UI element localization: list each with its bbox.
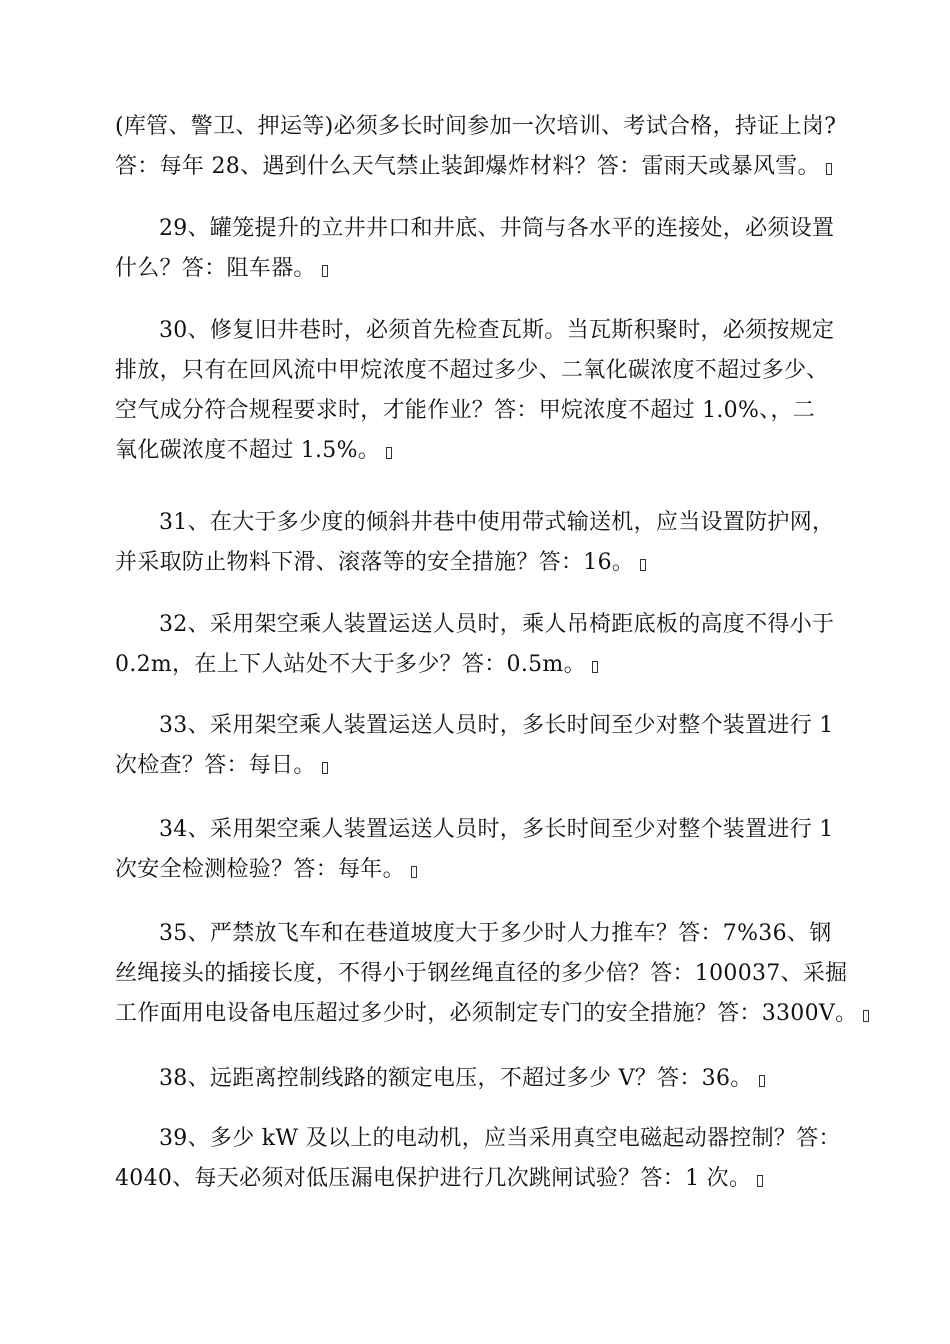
text-line: 29、罐笼提升的立井井口和井底、井筒与各水平的连接处，必须设置 (159, 216, 835, 241)
text-line: 32、采用架空乘人装置运送人员时，乘人吊椅距底板的高度不得小于 (159, 612, 835, 637)
text-line: 答：每年 28、遇到什么天气禁止装卸爆炸材料？答：雷雨天或暴风雪。 (115, 147, 835, 187)
paragraph-q29 (115, 209, 835, 289)
paragraph-q31 (115, 503, 835, 583)
paragraph-q35 (115, 914, 858, 1034)
paragraph-q33 (115, 706, 835, 786)
text-line: 并采取防止物料下滑、滚落等的安全措施？答：16。 (115, 543, 835, 583)
text-line: 次检查？答：每日。 (115, 746, 835, 786)
paragraph-mark-icon (759, 1075, 765, 1087)
text-line: 31、在大于多少度的倾斜井巷中使用带式输送机，应当设置防护网， (159, 510, 835, 535)
text-line: 丝绳接头的插接长度，不得小于钢丝绳直径的多少倍？答：100037、采掘 (115, 961, 848, 986)
text-line: 0.2m，在上下人站处不大于多少？答：0.5m。 (115, 645, 835, 685)
text-line: 38、远距离控制线路的额定电压，不超过多少 V？答：36。 (115, 1059, 835, 1099)
text-line: 空气成分符合规程要求时，才能作业？答：甲烷浓度不超过 1.0%、，二 (115, 398, 816, 423)
paragraph-q28 (115, 107, 835, 187)
text-line: 4040、每天必须对低压漏电保护进行几次跳闸试验？答：1 次。 (115, 1159, 835, 1199)
paragraph-mark-icon (386, 447, 392, 459)
paragraph-mark-icon (826, 163, 832, 175)
paragraph-q30 (115, 311, 835, 471)
paragraph-q34 (115, 810, 835, 890)
paragraph-mark-icon (592, 661, 598, 673)
text-line: 33、采用架空乘人装置运送人员时，多长时间至少对整个装置进行 1 (159, 713, 834, 738)
text-line: 次安全检测检验？答：每年。 (115, 850, 835, 890)
paragraph-mark-icon (640, 559, 646, 571)
paragraph-q39 (115, 1119, 841, 1199)
text-line: (库管、警卫、押运等)必须多长时间参加一次培训、考试合格，持证上岗? (115, 114, 837, 139)
text-line: 什么？答：阻车器。 (115, 249, 835, 289)
text-line: 34、采用架空乘人装置运送人员时，多长时间至少对整个装置进行 1 (159, 817, 834, 842)
paragraph-q32 (115, 605, 835, 685)
text-line: 氧化碳浓度不超过 1.5%。 (115, 431, 835, 471)
paragraph-mark-icon (757, 1175, 763, 1187)
text-line: 35、严禁放飞车和在巷道坡度大于多少时人力推车？答：7%36、钢 (159, 921, 832, 946)
text-line: 30、修复旧井巷时，必须首先检查瓦斯。当瓦斯积聚时，必须按规定 (159, 318, 835, 343)
text-line: 工作面用电设备电压超过多少时，必须制定专门的安全措施？答：3300V。 (115, 994, 835, 1034)
paragraph-mark-icon (322, 265, 328, 277)
text-line: 排放，只有在回风流中甲烷浓度不超过多少、二氧化碳浓度不超过多少、 (115, 358, 829, 383)
text-line: 39、多少 kW 及以上的电动机，应当采用真空电磁起动器控制？答： (159, 1126, 841, 1151)
paragraph-mark-icon (322, 762, 328, 774)
paragraph-q38 (115, 1059, 835, 1099)
paragraph-mark-icon (863, 1010, 869, 1022)
paragraph-mark-icon (411, 866, 417, 878)
